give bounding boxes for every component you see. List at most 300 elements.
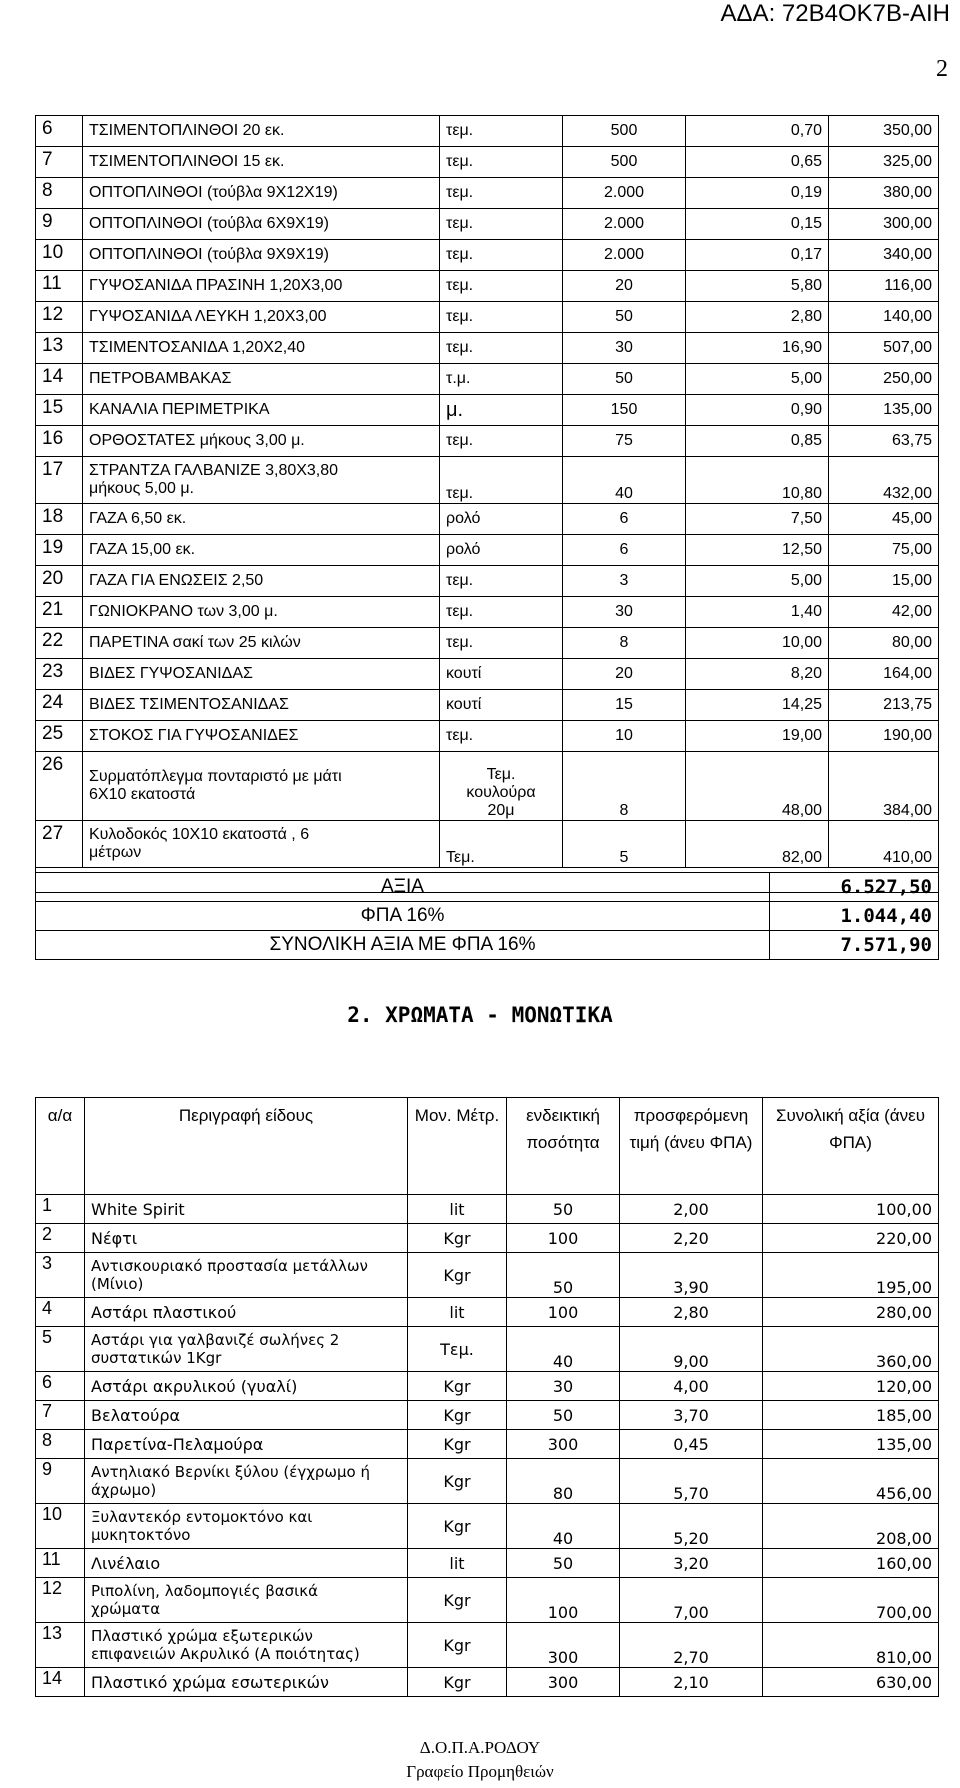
- row-unit: [440, 752, 563, 821]
- cell-line: χρώματα: [91, 1600, 161, 1618]
- row-quantity: 30: [563, 333, 686, 364]
- row-price: 5,00: [686, 566, 829, 597]
- totals-row: [36, 902, 939, 931]
- table-row: [36, 457, 939, 504]
- row-price: 2,80: [620, 1298, 763, 1327]
- row-description: [85, 1623, 408, 1668]
- row-unit: [440, 209, 563, 240]
- row-unit: [440, 271, 563, 302]
- cell-line: Πλαστικό χρώμα εσωτερικών: [91, 1672, 329, 1692]
- row-unit: [440, 395, 563, 426]
- cell-line: ΠΑΡΕΤΙΝΑ σακί των 25 κιλών: [89, 634, 301, 651]
- row-number: 23: [36, 659, 83, 690]
- row-total: 190,00: [829, 721, 939, 752]
- cell-line: Αντηλιακό Βερνίκι ξύλου (έγχρωμο ή: [91, 1463, 370, 1481]
- row-total: 80,00: [829, 628, 939, 659]
- totals-label: ΦΠΑ 16%: [36, 902, 770, 931]
- row-description: [85, 1224, 408, 1253]
- row-number: 13: [36, 1623, 85, 1668]
- row-unit: [440, 333, 563, 364]
- row-price: 3,90: [620, 1253, 763, 1298]
- row-price: 7,00: [620, 1578, 763, 1623]
- row-price: 0,19: [686, 178, 829, 209]
- row-price: 48,00: [686, 752, 829, 821]
- row-total: 220,00: [763, 1224, 939, 1253]
- cell-line: τεμ.: [446, 277, 474, 294]
- row-unit: Kgr: [408, 1668, 507, 1697]
- table-row: [36, 1253, 939, 1298]
- row-description: [85, 1298, 408, 1327]
- table-row: [36, 1430, 939, 1459]
- row-total: 42,00: [829, 597, 939, 628]
- totals-label: ΣΥΝΟΛΙΚΗ ΑΞΙΑ ΜΕ ΦΠΑ 16%: [36, 931, 770, 960]
- row-price: 5,80: [686, 271, 829, 302]
- cell-line: ρολό: [446, 541, 481, 558]
- row-number: 12: [36, 302, 83, 333]
- row-price: 8,20: [686, 659, 829, 690]
- cell-line: τ.μ.: [446, 370, 471, 387]
- row-description: [85, 1668, 408, 1697]
- row-description: [85, 1372, 408, 1401]
- cell-line: ΓΥΨΟΣΑΝΙΔΑ ΠΡΑΣΙΝΗ 1,20Χ3,00: [89, 277, 343, 294]
- cell-line: ΟΡΘΟΣΤΑΤΕΣ μήκους 3,00 μ.: [89, 432, 305, 449]
- row-unit: Kgr: [408, 1459, 507, 1504]
- row-unit: [440, 821, 563, 868]
- row-description: [85, 1327, 408, 1372]
- table-row: [36, 1224, 939, 1253]
- cell-line: ΤΣΙΜΕΝΤΟΣΑΝΙΔΑ 1,20Χ2,40: [89, 339, 306, 356]
- row-total: 160,00: [763, 1549, 939, 1578]
- row-description: [83, 659, 440, 690]
- row-price: 0,15: [686, 209, 829, 240]
- row-unit: [440, 302, 563, 333]
- cell-line: τεμ.: [446, 153, 474, 170]
- row-quantity: 40: [563, 457, 686, 504]
- row-price: 10,80: [686, 457, 829, 504]
- row-quantity: 50: [563, 302, 686, 333]
- row-number: 11: [36, 1549, 85, 1578]
- row-quantity: 2.000: [563, 209, 686, 240]
- row-quantity: 40: [507, 1504, 620, 1549]
- row-price: 14,25: [686, 690, 829, 721]
- row-number: 1: [36, 1195, 85, 1224]
- cell-line: τεμ.: [446, 727, 474, 744]
- row-number: 5: [36, 1327, 85, 1372]
- row-total: 100,00: [763, 1195, 939, 1224]
- table-header-row: [36, 1098, 939, 1195]
- cell-line: τεμ.: [446, 603, 474, 620]
- row-total: 250,00: [829, 364, 939, 395]
- table-row: [36, 1372, 939, 1401]
- header-quantity: ενδεικτική ποσότητα: [507, 1098, 620, 1195]
- row-unit: Kgr: [408, 1430, 507, 1459]
- row-total: 120,00: [763, 1372, 939, 1401]
- row-quantity: 15: [563, 690, 686, 721]
- row-unit: [440, 147, 563, 178]
- header-price: προσφερόμενη τιμή (άνευ ΦΠΑ): [620, 1098, 763, 1195]
- row-price: 9,00: [620, 1327, 763, 1372]
- row-number: 21: [36, 597, 83, 628]
- table-row: [36, 597, 939, 628]
- cell-line: Βελατούρα: [91, 1405, 181, 1425]
- row-description: [83, 597, 440, 628]
- header-total: Συνολική αξία (άνευ ΦΠΑ): [763, 1098, 939, 1195]
- row-description: [83, 535, 440, 566]
- cell-line: Κυλοδοκός 10Χ10 εκατοστά , 6: [89, 826, 310, 843]
- row-unit: Τεμ.: [408, 1327, 507, 1372]
- cell-line: μήκους 5,00 μ.: [89, 480, 194, 497]
- row-price: 2,00: [620, 1195, 763, 1224]
- row-description: [83, 271, 440, 302]
- row-price: 5,70: [620, 1459, 763, 1504]
- cell-line: ΣΤΡΑΝΤΖΑ ΓΑΛΒΑΝΙΖΕ 3,80Χ3,80: [89, 462, 339, 479]
- row-quantity: 50: [507, 1253, 620, 1298]
- table-row: [36, 147, 939, 178]
- row-total: 208,00: [763, 1504, 939, 1549]
- row-unit: [440, 597, 563, 628]
- cell-line: ΚΑΝΑΛΙΑ ΠΕΡΙΜΕΤΡΙΚΑ: [89, 401, 270, 418]
- totals-value: 7.571,90: [770, 931, 939, 960]
- row-description: [83, 395, 440, 426]
- row-price: 0,65: [686, 147, 829, 178]
- row-number: 4: [36, 1298, 85, 1327]
- row-description: [83, 116, 440, 147]
- footer-org: Δ.Ο.Π.Α.ΡΟΔΟΥ: [419, 1738, 541, 1757]
- cell-line: Αστάρι πλαστικού: [91, 1302, 237, 1322]
- row-number: 6: [36, 116, 83, 147]
- cell-line: ΟΠΤΟΠΛΙΝΘΟΙ (τούβλα 9Χ12Χ19): [89, 184, 338, 201]
- row-unit: [440, 566, 563, 597]
- row-unit: [440, 457, 563, 504]
- cell-line: τεμ.: [446, 184, 474, 201]
- cell-line: 6Χ10 εκατοστά: [89, 786, 196, 803]
- row-number: 6: [36, 1372, 85, 1401]
- row-description: [83, 364, 440, 395]
- cell-line: τεμ.: [446, 122, 474, 139]
- row-quantity: 3: [563, 566, 686, 597]
- row-total: 360,00: [763, 1327, 939, 1372]
- row-quantity: 100: [507, 1298, 620, 1327]
- row-total: 135,00: [829, 395, 939, 426]
- page-number: 2: [936, 56, 948, 82]
- materials-table: [35, 115, 939, 893]
- totals-spacer-row: [36, 864, 939, 873]
- row-price: 0,45: [620, 1430, 763, 1459]
- cell-line: Αστάρι ακρυλικού (γυαλί): [91, 1376, 298, 1396]
- row-unit: [440, 659, 563, 690]
- row-description: [83, 721, 440, 752]
- cell-line: Λινέλαιο: [91, 1553, 161, 1573]
- row-total: 15,00: [829, 566, 939, 597]
- cell-line: ΓΑΖΑ 6,50 εκ.: [89, 510, 187, 527]
- table-row: [36, 1549, 939, 1578]
- row-number: 27: [36, 821, 83, 868]
- row-quantity: 80: [507, 1459, 620, 1504]
- row-number: 3: [36, 1253, 85, 1298]
- row-price: 2,10: [620, 1668, 763, 1697]
- totals-label: ΑΞΙΑ: [36, 873, 770, 902]
- table-row: [36, 209, 939, 240]
- row-price: 0,70: [686, 116, 829, 147]
- row-number: 2: [36, 1224, 85, 1253]
- row-description: [83, 457, 440, 504]
- table-row: [36, 1298, 939, 1327]
- row-total: 380,00: [829, 178, 939, 209]
- table-row: [36, 333, 939, 364]
- row-unit: [440, 178, 563, 209]
- cell-line: συστατικών 1Kgr: [91, 1349, 222, 1367]
- table-row: [36, 752, 939, 821]
- table-row: [36, 690, 939, 721]
- row-price: 7,50: [686, 504, 829, 535]
- row-price: 1,40: [686, 597, 829, 628]
- row-quantity: 300: [507, 1668, 620, 1697]
- row-price: 5,00: [686, 364, 829, 395]
- row-description: [85, 1459, 408, 1504]
- row-total: 507,00: [829, 333, 939, 364]
- row-total: 135,00: [763, 1430, 939, 1459]
- row-description: [83, 628, 440, 659]
- row-price: 2,20: [620, 1224, 763, 1253]
- row-number: 25: [36, 721, 83, 752]
- row-total: 75,00: [829, 535, 939, 566]
- totals-table: [35, 864, 939, 960]
- row-number: 13: [36, 333, 83, 364]
- row-quantity: 6: [563, 504, 686, 535]
- row-number: 14: [36, 1668, 85, 1697]
- table-row: [36, 116, 939, 147]
- row-quantity: 500: [563, 147, 686, 178]
- table-row: [36, 535, 939, 566]
- row-number: 20: [36, 566, 83, 597]
- cell-line: κουτί: [446, 665, 482, 682]
- row-description: [83, 821, 440, 868]
- row-description: [83, 566, 440, 597]
- cell-line: τεμ.: [446, 572, 474, 589]
- cell-line: μέτρων: [89, 844, 142, 861]
- table-row: [36, 364, 939, 395]
- table-row: [36, 1504, 939, 1549]
- row-description: [83, 333, 440, 364]
- row-number: 11: [36, 271, 83, 302]
- ada-code: ΑΔΑ: 72Β4ΟΚ7Β-ΑΙΗ: [720, 0, 950, 27]
- row-total: 116,00: [829, 271, 939, 302]
- cell-line: ΓΑΖΑ ΓΙΑ ΕΝΩΣΕΙΣ 2,50: [89, 572, 264, 589]
- table-row: [36, 1623, 939, 1668]
- cell-line: ΓΩΝΙΟΚΡΑΝΟ των 3,00 μ.: [89, 603, 278, 620]
- cell-line: ΟΠΤΟΠΛΙΝΘΟΙ (τούβλα 9Χ9Χ19): [89, 246, 329, 263]
- row-price: 5,20: [620, 1504, 763, 1549]
- table-row: [36, 1195, 939, 1224]
- row-number: 14: [36, 364, 83, 395]
- row-quantity: 2.000: [563, 178, 686, 209]
- row-quantity: 20: [563, 659, 686, 690]
- cell-line: White Spirit: [91, 1199, 185, 1219]
- cell-line: ρολό: [446, 510, 481, 527]
- row-quantity: 30: [507, 1372, 620, 1401]
- row-description: [85, 1195, 408, 1224]
- row-unit: [440, 364, 563, 395]
- row-total: 300,00: [829, 209, 939, 240]
- row-price: 3,20: [620, 1549, 763, 1578]
- table-row: [36, 395, 939, 426]
- row-unit: Kgr: [408, 1253, 507, 1298]
- row-quantity: 100: [507, 1578, 620, 1623]
- row-quantity: 50: [563, 364, 686, 395]
- row-price: 2,70: [620, 1623, 763, 1668]
- row-total: 164,00: [829, 659, 939, 690]
- row-unit: lit: [408, 1195, 507, 1224]
- table-row: [36, 628, 939, 659]
- table-row: [36, 1401, 939, 1430]
- row-unit: Kgr: [408, 1372, 507, 1401]
- row-unit: [440, 116, 563, 147]
- row-number: 18: [36, 504, 83, 535]
- cell-line: τεμ.: [446, 308, 474, 325]
- table-row: [36, 1578, 939, 1623]
- row-total: 456,00: [763, 1459, 939, 1504]
- row-total: 700,00: [763, 1578, 939, 1623]
- row-quantity: 500: [563, 116, 686, 147]
- totals-row: [36, 873, 939, 902]
- cell-line: ΟΠΤΟΠΛΙΝΘΟΙ (τούβλα 6Χ9Χ19): [89, 215, 329, 232]
- row-price: 0,90: [686, 395, 829, 426]
- table-row: [36, 821, 939, 868]
- row-total: 140,00: [829, 302, 939, 333]
- cell-line: Αστάρι για γαλβανιζέ σωλήνες 2: [91, 1331, 340, 1349]
- cell-line: ΒΙΔΕΣ ΤΣΙΜΕΝΤΟΣΑΝΙΔΑΣ: [89, 696, 289, 713]
- row-description: [83, 752, 440, 821]
- cell-line: (Μίνιο): [91, 1275, 144, 1293]
- cell-line: μυκητοκτόνο: [91, 1526, 191, 1544]
- row-quantity: 50: [507, 1195, 620, 1224]
- cell-line: τεμ.: [446, 634, 474, 651]
- cell-line: μ.: [446, 398, 464, 421]
- row-number: 15: [36, 395, 83, 426]
- cell-line: κουλούρα: [466, 784, 536, 801]
- row-quantity: 8: [563, 628, 686, 659]
- row-price: 12,50: [686, 535, 829, 566]
- row-price: 19,00: [686, 721, 829, 752]
- row-quantity: 2.000: [563, 240, 686, 271]
- row-quantity: 300: [507, 1430, 620, 1459]
- row-total: 45,00: [829, 504, 939, 535]
- row-description: [85, 1253, 408, 1298]
- row-price: 0,17: [686, 240, 829, 271]
- row-total: 213,75: [829, 690, 939, 721]
- cell-line: Τεμ.: [446, 849, 475, 866]
- cell-line: ΤΣΙΜΕΝΤΟΠΛΙΝΘΟΙ 15 εκ.: [89, 153, 285, 170]
- row-price: 4,00: [620, 1372, 763, 1401]
- table-row: [36, 1459, 939, 1504]
- row-description: [83, 302, 440, 333]
- cell-line: ΓΥΨΟΣΑΝΙΔΑ ΛΕΥΚΗ 1,20Χ3,00: [89, 308, 327, 325]
- row-description: [83, 504, 440, 535]
- row-price: 0,85: [686, 426, 829, 457]
- row-unit: [440, 240, 563, 271]
- row-description: [83, 690, 440, 721]
- row-description: [85, 1549, 408, 1578]
- row-number: 26: [36, 752, 83, 821]
- row-unit: [440, 628, 563, 659]
- totals-value: 1.044,40: [770, 902, 939, 931]
- row-unit: [440, 426, 563, 457]
- header-aa: α/α: [36, 1098, 85, 1195]
- row-number: 9: [36, 209, 83, 240]
- row-total: 280,00: [763, 1298, 939, 1327]
- row-total: 63,75: [829, 426, 939, 457]
- row-description: [83, 209, 440, 240]
- row-price: 2,80: [686, 302, 829, 333]
- table-row: [36, 271, 939, 302]
- cell-line: επιφανειών Ακρυλικό (Α ποιότητας): [91, 1645, 360, 1663]
- table-row: [36, 1327, 939, 1372]
- row-unit: lit: [408, 1549, 507, 1578]
- row-unit: lit: [408, 1298, 507, 1327]
- row-description: [83, 426, 440, 457]
- row-quantity: 6: [563, 535, 686, 566]
- cell-line: Αντισκουριακό προστασία μετάλλων: [91, 1257, 368, 1275]
- row-quantity: 50: [507, 1549, 620, 1578]
- cell-line: άχρωμο): [91, 1481, 157, 1499]
- totals-value: 6.527,50: [770, 873, 939, 902]
- row-number: 16: [36, 426, 83, 457]
- cell-line: Πλαστικό χρώμα εξωτερικών: [91, 1627, 313, 1645]
- row-total: 384,00: [829, 752, 939, 821]
- table-row: [36, 721, 939, 752]
- row-unit: Kgr: [408, 1623, 507, 1668]
- row-price: 82,00: [686, 821, 829, 868]
- cell-line: κουτί: [446, 696, 482, 713]
- row-unit: Kgr: [408, 1504, 507, 1549]
- row-description: [85, 1430, 408, 1459]
- cell-line: ΣΤΟΚΟΣ ΓΙΑ ΓΥΨΟΣΑΝΙΔΕΣ: [89, 727, 299, 744]
- row-price: 3,70: [620, 1401, 763, 1430]
- row-number: 24: [36, 690, 83, 721]
- cell-line: τεμ.: [446, 246, 474, 263]
- row-unit: Kgr: [408, 1578, 507, 1623]
- row-price: 10,00: [686, 628, 829, 659]
- row-quantity: 20: [563, 271, 686, 302]
- row-total: 350,00: [829, 116, 939, 147]
- row-quantity: 30: [563, 597, 686, 628]
- table-row: [36, 240, 939, 271]
- row-quantity: 75: [563, 426, 686, 457]
- header-unit: Μον. Μέτρ.: [408, 1098, 507, 1195]
- row-description: [83, 147, 440, 178]
- footer-dept: Γραφείο Προμηθειών: [406, 1762, 554, 1781]
- totals-row: [36, 931, 939, 960]
- table-row: [36, 1668, 939, 1697]
- section-title: 2. ΧΡΩΜΑΤΑ - ΜΟΝΩΤΙΚΑ: [347, 1003, 613, 1027]
- row-total: 340,00: [829, 240, 939, 271]
- cell-line: τεμ.: [446, 215, 474, 232]
- row-number: 22: [36, 628, 83, 659]
- cell-line: τεμ.: [446, 339, 474, 356]
- paints-table: [35, 1097, 939, 1697]
- row-total: 410,00: [829, 821, 939, 868]
- cell-line: 20μ: [487, 802, 515, 819]
- table-row: [36, 659, 939, 690]
- cell-line: τεμ.: [446, 485, 474, 502]
- row-number: 17: [36, 457, 83, 504]
- table-row: [36, 504, 939, 535]
- header-description: Περιγραφή είδους: [85, 1098, 408, 1195]
- row-unit: Kgr: [408, 1401, 507, 1430]
- cell-line: ΒΙΔΕΣ ΓΥΨΟΣΑΝΙΔΑΣ: [89, 665, 253, 682]
- row-number: 8: [36, 1430, 85, 1459]
- row-description: [83, 178, 440, 209]
